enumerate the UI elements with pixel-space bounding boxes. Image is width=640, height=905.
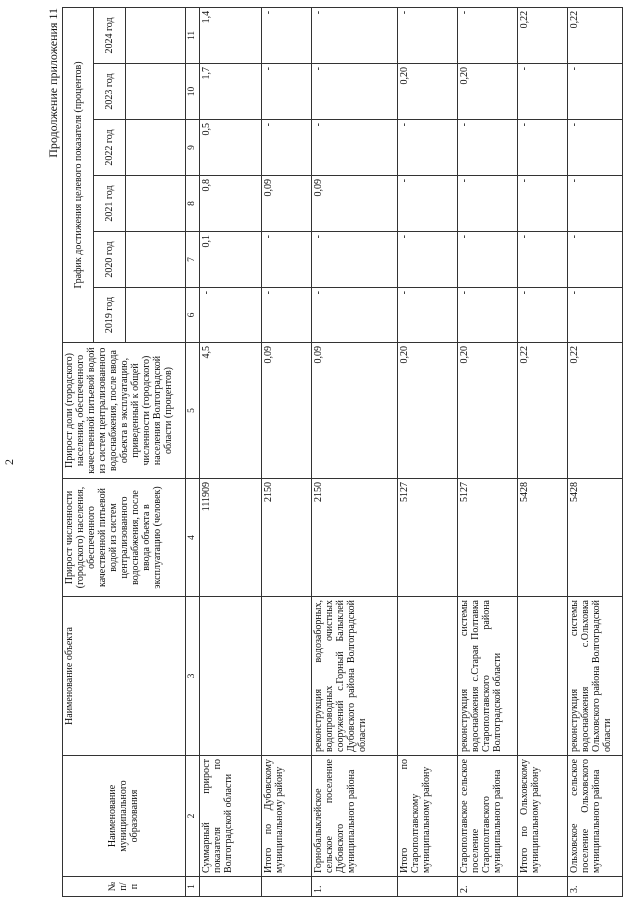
row-municipality: Итого по Ольховскому муниципальному району <box>517 756 567 877</box>
row-municipality: Горнобалыклейское сельское поселение Дубовского муниципального района <box>311 756 397 877</box>
appendix-caption: Продолжение приложения 11 <box>46 8 60 158</box>
row-year-value: - <box>517 288 567 343</box>
row-year-value: - <box>261 7 311 63</box>
row-year-value: 0,8 <box>199 176 261 232</box>
row-year-value: - <box>397 232 457 288</box>
column-number-row <box>185 7 199 896</box>
column-number: 5 <box>185 343 199 479</box>
column-number: 4 <box>185 479 199 597</box>
row-year-value: - <box>199 288 261 343</box>
row-year-value: - <box>397 176 457 232</box>
row-year-value: - <box>517 120 567 176</box>
row-pop: 5428 <box>567 479 622 597</box>
table-row <box>567 7 622 896</box>
row-year-value: - <box>457 232 517 288</box>
row-num <box>517 877 567 897</box>
row-num <box>261 877 311 897</box>
column-number: 10 <box>185 64 199 120</box>
row-share: 0,20 <box>397 343 457 479</box>
column-number: 7 <box>185 232 199 288</box>
row-share: 0,22 <box>567 343 622 479</box>
row-year-value: 0,09 <box>311 176 397 232</box>
row-year-value: - <box>261 232 311 288</box>
header-num: № п/п <box>63 877 186 897</box>
page-number: 2 <box>2 459 16 465</box>
row-num: 3. <box>567 877 622 897</box>
row-year-value: - <box>457 7 517 63</box>
row-num <box>397 877 457 897</box>
row-object <box>397 597 457 756</box>
row-municipality: Итого по Дубовскому муниципальному району <box>261 756 311 877</box>
row-share: 4,5 <box>199 343 261 479</box>
row-pop: 111909 <box>199 479 261 597</box>
row-municipality: Итого по Старополтавскому муниципальному району <box>397 756 457 877</box>
row-share: 0,20 <box>457 343 517 479</box>
row-year-value: - <box>567 120 622 176</box>
row-year-value: - <box>311 120 397 176</box>
row-year-value: - <box>567 288 622 343</box>
column-number: 8 <box>185 176 199 232</box>
row-year-value: - <box>457 176 517 232</box>
row-municipality: Ольховское сельское поселение Ольховского муниципального района <box>567 756 622 877</box>
row-year-value: 0,20 <box>457 64 517 120</box>
row-municipality: Суммарный прирост показателя по Волгоградской области <box>199 756 261 877</box>
row-year-value: - <box>517 232 567 288</box>
row-year-value: 0,5 <box>199 120 261 176</box>
row-year-value: - <box>457 120 517 176</box>
row-year-value: - <box>567 176 622 232</box>
row-year-value: - <box>311 7 397 63</box>
table-row <box>517 7 567 896</box>
header-share-increase: Прирост доли (городского) населения, обеспеченного качественной питьевой водой из систем централизованного водоснабжения, после ввода объекта в эксплуатацию, приведенный к общей численности (городского) населения Волгоградской области (процентов) <box>63 343 186 479</box>
row-share: 0,09 <box>311 343 397 479</box>
header-municipality: Наименование муниципального образования <box>63 756 186 877</box>
row-share: 0,09 <box>261 343 311 479</box>
row-object <box>199 597 261 756</box>
column-number: 11 <box>185 7 199 63</box>
row-year-value: - <box>517 64 567 120</box>
header-row-1 <box>63 7 94 896</box>
row-year-value: - <box>457 288 517 343</box>
row-pop: 5127 <box>397 479 457 597</box>
table-row <box>397 7 457 896</box>
row-pop: 2150 <box>261 479 311 597</box>
row-year-value: - <box>567 232 622 288</box>
row-year-value: - <box>261 120 311 176</box>
column-number: 6 <box>185 288 199 343</box>
row-year-value: 0,20 <box>397 64 457 120</box>
table-row <box>311 7 397 896</box>
row-object: реконструкция водозаборных, водопроводных очистных сооружений с.Горный Балыклей Дубовского района Волгоградской области <box>311 597 397 756</box>
row-year-value: - <box>397 7 457 63</box>
row-year-value: - <box>397 288 457 343</box>
row-year-value: 0,1 <box>199 232 261 288</box>
table-row <box>457 7 517 896</box>
row-share: 0,22 <box>517 343 567 479</box>
row-year-value: 0,22 <box>517 7 567 63</box>
row-object: реконструкция системы водоснабжения с.Старая Полтавка Старополтавского района Волгоградской области <box>457 597 517 756</box>
row-year-value: 1,7 <box>199 64 261 120</box>
row-object <box>517 597 567 756</box>
row-pop: 5127 <box>457 479 517 597</box>
row-year-value: - <box>261 64 311 120</box>
table-row <box>261 7 311 896</box>
row-year-value: - <box>261 288 311 343</box>
row-year-value: 1,4 <box>199 7 261 63</box>
row-pop: 2150 <box>311 479 397 597</box>
row-pop: 5428 <box>517 479 567 597</box>
column-number: 2 <box>185 756 199 877</box>
header-year: 2022 год <box>94 120 125 176</box>
row-object: реконструкция системы водоснабжения с.Ольховка Ольховского района Волгоградской области <box>567 597 622 756</box>
row-year-value: - <box>397 120 457 176</box>
row-num: 1. <box>311 877 397 897</box>
header-year: 2023 год <box>94 64 125 120</box>
column-number: 3 <box>185 597 199 756</box>
header-year: 2021 год <box>94 176 125 232</box>
column-number: 1 <box>185 877 199 897</box>
target-indicator-table <box>62 7 623 897</box>
row-year-value: - <box>517 176 567 232</box>
row-num: 2. <box>457 877 517 897</box>
header-year: 2019 год <box>94 288 125 343</box>
row-year-value: 0,22 <box>567 7 622 63</box>
row-year-value: - <box>311 232 397 288</box>
header-schedule: График достижения целевого показателя (процентов) <box>63 7 94 342</box>
row-year-value: - <box>567 64 622 120</box>
header-pop-increase: Прирост численности (городского) населения, обеспеченного качественной питьевой водой из систем централизованного водоснабжения, после ввода объекта в эксплуатацию (человек) <box>63 479 186 597</box>
column-number: 9 <box>185 120 199 176</box>
row-municipality: Старополтавское сельское поселение Старополтавского муниципального района <box>457 756 517 877</box>
header-year: 2024 год <box>94 7 125 63</box>
row-year-value: 0,09 <box>261 176 311 232</box>
row-year-value: - <box>311 288 397 343</box>
table-row <box>199 7 261 896</box>
row-year-value: - <box>311 64 397 120</box>
row-num <box>199 877 261 897</box>
header-year: 2020 год <box>94 232 125 288</box>
header-object: Наименование объекта <box>63 597 186 756</box>
row-object <box>261 597 311 756</box>
